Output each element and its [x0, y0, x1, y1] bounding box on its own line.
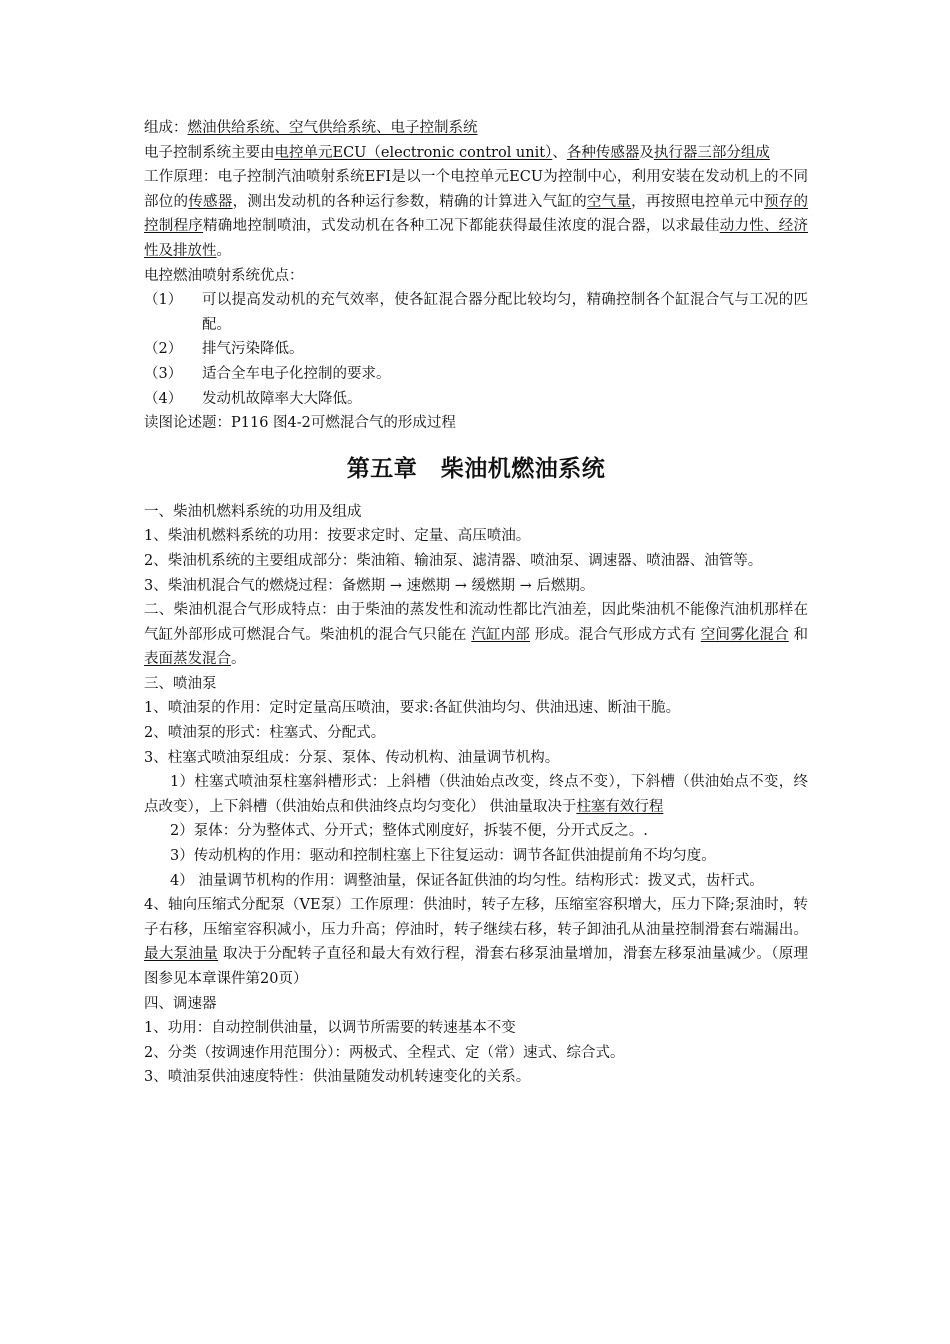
section-3-item-4: [144, 893, 808, 991]
section-4-item-1: 1、功用：自动控制供油量，以调节所需要的转速基本不变: [144, 1020, 516, 1037]
section-3-item-2: 2、喷油泵的形式：柱塞式、分配式。: [144, 725, 386, 742]
principle-text-5: 。: [216, 242, 231, 259]
section-3-item-1: 1、喷油泵的作用：定时定量高压喷油，要求:各缸供油均匀、供油迅速、断油干脆。: [144, 700, 681, 717]
advantage-number: （2）: [144, 341, 183, 358]
section-3-sub-4: 4） 油量调节机构的作用：调整油量，保证各缸供油的均匀性。结构形式：拨叉式，齿杆式。: [170, 872, 764, 889]
section-4-title: 四、调速器: [144, 995, 217, 1012]
section-3-sub-1-underlined: 柱塞有效行程: [576, 798, 664, 815]
section-4-item-2: 2、分类（按调速作用范围分）：两极式、全程式、定（常）速式、综合式。: [144, 1044, 625, 1061]
section-4-item-3: 3、喷油泵供油速度特性：供油量随发动机转速变化的关系。: [144, 1069, 531, 1086]
principle-underlined-3: 预存的控制程序: [144, 193, 809, 235]
chapter-title: 第五章 柴油机燃油系统: [346, 455, 606, 482]
principle-text-3: ，再按照电控单元中: [631, 193, 765, 210]
section-3-title: 三、喷油泵: [144, 675, 217, 692]
ecu-prefix: 电子控制系统主要由: [144, 144, 275, 161]
ecu-line: [144, 141, 808, 166]
section-2-paragraph: [144, 598, 808, 672]
section-2-text-a: 二、柴油机混合气形成特点：由于柴油的蒸发性和流动性都比汽油差，因此柴油机不能像汽油机那样在气缸外部形成可燃混合气。柴油机的混合气只能在: [144, 602, 808, 643]
section-1-item-3: 3、柴油机混合气的燃烧过程：备燃期 → 速燃期 → 缓燃期 → 后燃期。: [144, 577, 595, 594]
section-3-sub-1: [144, 770, 808, 819]
ecu-and: 及: [639, 144, 654, 161]
principle-underlined-4: 动力性、经济性及排放性: [144, 218, 809, 259]
section-3-item-4-underlined: 最大泵油量: [144, 946, 219, 963]
section-2-underlined-1: 汽缸内部: [471, 626, 530, 643]
section-3-item-3: 3、柱塞式喷油泵组成：分泵、泵体、传动机构、油量调节机构。: [144, 749, 560, 766]
section-3-sub-3: 3）传动机构的作用：驱动和控制柱塞上下往复运动：调节各缸供油提前角不均匀度。: [170, 848, 716, 865]
principle-text-1: 工作原理：电子控制汽油喷射系统EFI是以一个电控单元ECU为控制中心，利用安装在发动机上的不同部位的: [144, 169, 808, 210]
advantage-number: （4）: [144, 390, 183, 407]
composition-value: 燃油供给系统、空气供给系统、电子控制系统: [187, 120, 478, 136]
section-2-underlined-3: 表面蒸发混合: [144, 651, 231, 668]
composition-line: [144, 116, 808, 141]
principle-underlined-2: 空气量: [586, 193, 632, 210]
section-2-text-b: 形成。混合气形成方式有: [529, 626, 701, 643]
advantage-number: （1）: [144, 292, 183, 309]
principle-text-2: ，测出发动机的各种运行参数，精确的计算进入气缸的: [232, 193, 587, 210]
advantages-title: 电控燃油喷射系统优点：: [144, 267, 304, 284]
section-2-underlined-2: 空间雾化混合: [700, 626, 789, 643]
advantage-item: [144, 362, 808, 387]
advantage-number: （3）: [144, 365, 183, 382]
advantage-item: [144, 387, 808, 412]
principle-paragraph: [144, 165, 808, 263]
advantage-text: 适合全车电子化控制的要求。: [202, 365, 391, 382]
advantage-text: 排气污染降低。: [202, 341, 304, 358]
advantage-text: 发动机故障率大大降低。: [202, 390, 362, 407]
section-1-title: 一、柴油机燃料系统的功用及组成: [144, 503, 362, 520]
figure-reference: 读图论述题：P116 图4-2可燃混合气的形成过程: [144, 415, 456, 432]
composition-label: 组成：: [144, 120, 188, 136]
advantage-item: [144, 337, 808, 362]
principle-text-4: 精确地控制喷油，式发动机在各种工况下都能获得最佳浓度的混合器，以求最佳: [203, 218, 720, 235]
ecu-underlined-2: 各种传感器: [566, 144, 640, 161]
advantage-text: 可以提高发动机的充气效率，使各缸混合器分配比较均匀，精确控制各个缸混合气与工况的匹配。: [202, 292, 808, 333]
ecu-separator: 、: [552, 144, 567, 161]
section-3-sub-2: 2）泵体：分为整体式、分开式；整体式刚度好，拆装不便，分开式反之。.: [170, 823, 648, 840]
ecu-underlined-1: 电控单元ECU（electronic control unit）: [274, 144, 553, 161]
section-3-item-4-text-b: 取决于分配转子直径和最大有效行程，滑套右移泵油量增加，滑套左移泵油量减少。（原理图参见本章课件第20页）: [144, 946, 809, 987]
section-3-sub-1-text: 1）柱塞式喷油泵柱塞斜槽形式：上斜槽（供油始点改变，终点不变），下斜槽（供油始点不变，终点改变），上下斜槽（供油始点和供油终点均匀变化） 供油量取决于: [144, 774, 808, 815]
section-2-text-d: 。: [231, 651, 246, 668]
section-3-item-4-text-a: 4、轴向压缩式分配泵（VE泵）工作原理：供油时，转子左移，压缩室容积增大，压力下降;泵油时，转子右移，压缩室容积减小，压力升高；停油时，转子继续右移，转子卸油孔从油量控制滑套右端漏出。: [144, 897, 808, 938]
ecu-underlined-3: 执行器三部分组成: [653, 144, 770, 161]
section-2-text-c: 和: [788, 626, 809, 643]
section-1-item-1: 1、柴油机燃料系统的功用：按要求定时、定量、高压喷油。: [144, 528, 531, 545]
principle-underlined-1: 传感器: [188, 193, 233, 210]
page-content: [144, 116, 808, 1090]
advantage-item: [144, 288, 808, 337]
section-1-item-2: 2、柴油机系统的主要组成部分：柴油箱、输油泵、滤清器、喷油泵、调速器、喷油器、油管等。: [144, 552, 763, 569]
